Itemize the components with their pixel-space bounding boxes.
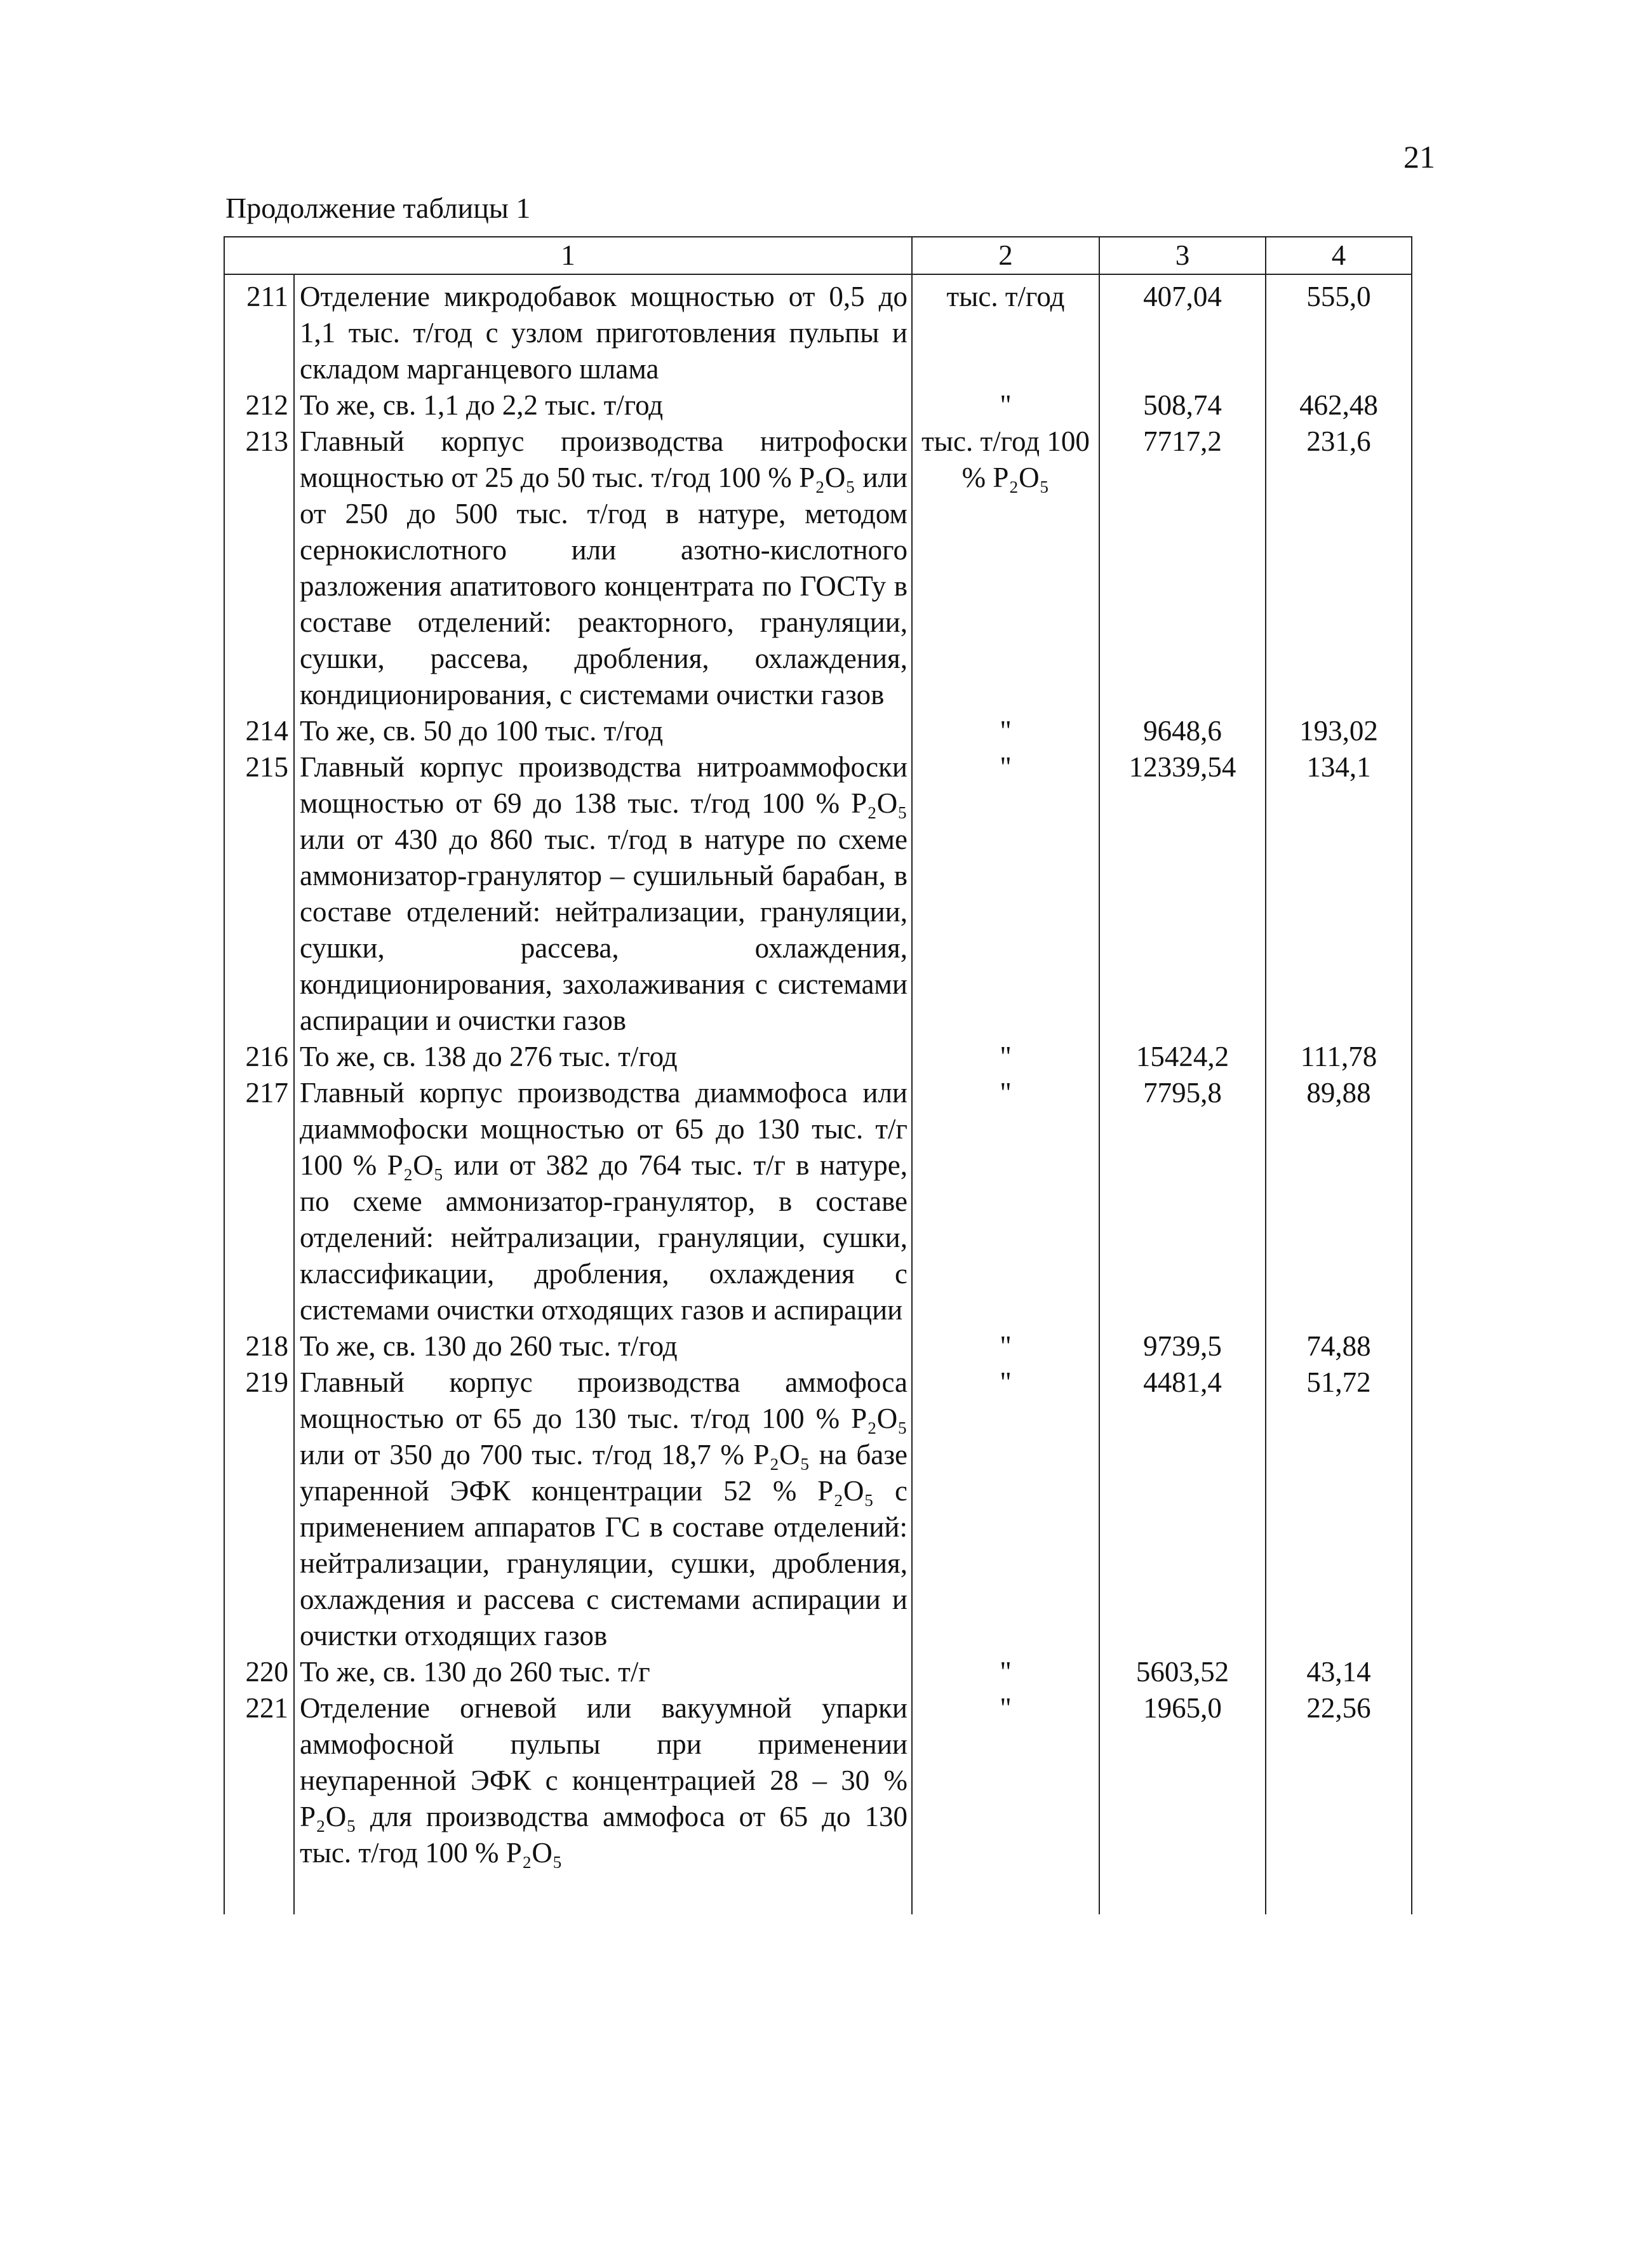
row-unit: " xyxy=(912,749,1099,1039)
row-value-col4: 111,78 xyxy=(1266,1039,1412,1075)
table-header xyxy=(224,237,1412,274)
row-number: 217 xyxy=(224,1075,294,1328)
row-number: 219 xyxy=(224,1364,294,1654)
row-name: То же, св. 130 до 260 тыс. т/год xyxy=(294,1328,912,1364)
table-row xyxy=(224,1328,1412,1364)
table-row xyxy=(224,1039,1412,1075)
row-value-col4: 43,14 xyxy=(1266,1654,1412,1690)
data-table xyxy=(224,236,1412,1914)
row-value-col4: 555,0 xyxy=(1266,274,1412,387)
row-value-col4: 89,88 xyxy=(1266,1075,1412,1328)
row-name: Главный корпус производства диаммофоса или диаммофоски мощностью от 65 до 130 тыс. т/г 100 % P₂O₅ или от 382 до 764 тыс. т/г в натуре, по схеме аммонизатор-гранулятор, в составе отделений: нейтрализации, грануляции, сушки, классификации, дробления, охлаждения с системами очистки отходящих газов и аспирации xyxy=(294,1075,912,1328)
row-value-col4: 231,6 xyxy=(1266,424,1412,713)
row-value-col4: 134,1 xyxy=(1266,749,1412,1039)
table-row xyxy=(224,1364,1412,1654)
row-unit: " xyxy=(912,1039,1099,1075)
column-header-3: 3 xyxy=(1099,237,1266,274)
column-header-1: 1 xyxy=(224,237,912,274)
row-number: 213 xyxy=(224,424,294,713)
row-unit: тыс. т/год 100 % P₂O₅ xyxy=(912,424,1099,713)
row-value-col4: 462,48 xyxy=(1266,387,1412,424)
row-name: То же, св. 138 до 276 тыс. т/год xyxy=(294,1039,912,1075)
row-value-col3: 15424,2 xyxy=(1099,1039,1266,1075)
row-unit: " xyxy=(912,1690,1099,1871)
row-value-col3: 407,04 xyxy=(1099,274,1266,387)
table-row xyxy=(224,713,1412,749)
row-value-col3: 4481,4 xyxy=(1099,1364,1266,1654)
row-unit: " xyxy=(912,1075,1099,1328)
filler-cell xyxy=(294,1871,912,1914)
row-name: То же, св. 50 до 100 тыс. т/год xyxy=(294,713,912,749)
row-value-col3: 7795,8 xyxy=(1099,1075,1266,1328)
row-unit: тыс. т/год xyxy=(912,274,1099,387)
row-unit: " xyxy=(912,713,1099,749)
row-name: Отделение огневой или вакуумной упарки аммофосной пульпы при применении неупаренной ЭФК с концентрацией 28 – 30 % P₂O₅ для производства аммофоса от 65 до 130 тыс. т/год 100 % P₂O₅ xyxy=(294,1690,912,1871)
row-name: Отделение микродобавок мощностью от 0,5 до 1,1 тыс. т/год с узлом приготовления пульпы и складом марганцевого шлама xyxy=(294,274,912,387)
filler-cell xyxy=(224,1871,294,1914)
filler-cell xyxy=(912,1871,1099,1914)
row-value-col4: 22,56 xyxy=(1266,1690,1412,1871)
table-filler-row xyxy=(224,1871,1412,1914)
table-row xyxy=(224,1654,1412,1690)
row-name: То же, св. 130 до 260 тыс. т/г xyxy=(294,1654,912,1690)
row-name: То же, св. 1,1 до 2,2 тыс. т/год xyxy=(294,387,912,424)
row-value-col4: 193,02 xyxy=(1266,713,1412,749)
table-body xyxy=(224,274,1412,1914)
data-table-container xyxy=(224,236,1378,2062)
table-row xyxy=(224,749,1412,1039)
column-header-2: 2 xyxy=(912,237,1099,274)
row-number: 211 xyxy=(224,274,294,387)
row-unit: " xyxy=(912,387,1099,424)
row-number: 212 xyxy=(224,387,294,424)
row-value-col3: 12339,54 xyxy=(1099,749,1266,1039)
table-row xyxy=(224,274,1412,387)
filler-cell xyxy=(1266,1871,1412,1914)
table-row xyxy=(224,387,1412,424)
row-value-col3: 7717,2 xyxy=(1099,424,1266,713)
row-number: 221 xyxy=(224,1690,294,1871)
row-number: 215 xyxy=(224,749,294,1039)
row-name: Главный корпус производства нитроаммофоски мощностью от 69 до 138 тыс. т/год 100 % P₂O₅ или от 430 до 860 тыс. т/год в натуре по схеме аммонизатор-гранулятор – сушильный барабан, в составе отделений: нейтрализации, грануляции, сушки, рассева, охлаждения, кондиционирования, захолаживания с системами аспирации и очистки газов xyxy=(294,749,912,1039)
row-value-col4: 51,72 xyxy=(1266,1364,1412,1654)
table-row xyxy=(224,1075,1412,1328)
filler-cell xyxy=(1099,1871,1266,1914)
table-caption: Продолжение таблицы 1 xyxy=(225,192,531,224)
row-value-col3: 9648,6 xyxy=(1099,713,1266,749)
row-value-col3: 5603,52 xyxy=(1099,1654,1266,1690)
row-value-col4: 74,88 xyxy=(1266,1328,1412,1364)
row-unit: " xyxy=(912,1364,1099,1654)
row-name: Главный корпус производства нитрофоски мощностью от 25 до 50 тыс. т/год 100 % P₂O₅ или от 250 до 500 тыс. т/год в натуре, методом сернокислотного или азотно-кислотного разложения апатитового концентрата по ГОСТу в составе отделений: реакторного, грануляции, сушки, рассева, дробления, охлаждения, кондиционирования, с системами очистки газов xyxy=(294,424,912,713)
row-value-col3: 9739,5 xyxy=(1099,1328,1266,1364)
table-row xyxy=(224,424,1412,713)
row-number: 218 xyxy=(224,1328,294,1364)
row-unit: " xyxy=(912,1328,1099,1364)
page-number: 21 xyxy=(1403,139,1435,175)
row-number: 214 xyxy=(224,713,294,749)
row-name: Главный корпус производства аммофоса мощностью от 65 до 130 тыс. т/год 100 % P₂O₅ или от 350 до 700 тыс. т/год 18,7 % P₂O₅ на базе упаренной ЭФК концентрации 52 % P₂O₅ с применением аппаратов ГС в составе отделений: нейтрализации, грануляции, сушки, дробления, охлаждения и рассева с системами аспирации и очистки отходящих газов xyxy=(294,1364,912,1654)
row-number: 220 xyxy=(224,1654,294,1690)
row-unit: " xyxy=(912,1654,1099,1690)
table-row xyxy=(224,1690,1412,1871)
column-header-4: 4 xyxy=(1266,237,1412,274)
row-value-col3: 508,74 xyxy=(1099,387,1266,424)
row-value-col3: 1965,0 xyxy=(1099,1690,1266,1871)
row-number: 216 xyxy=(224,1039,294,1075)
